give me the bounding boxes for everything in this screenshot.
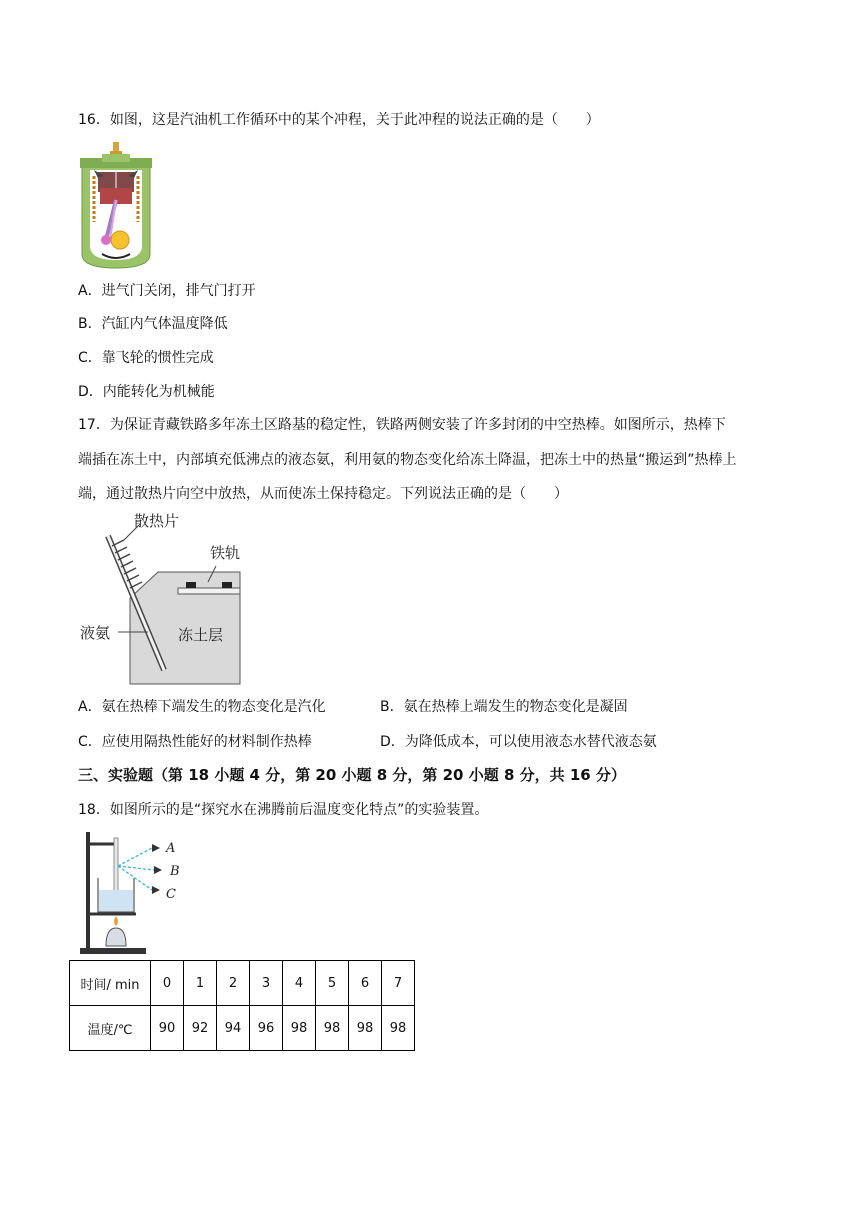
q17-option-b: B．氨在热棒上端发生的物态变化是凝固 bbox=[380, 699, 628, 715]
table-cell: 7 bbox=[382, 961, 415, 1006]
q16-option-b: B．汽缸内气体温度降低 bbox=[78, 316, 228, 332]
rail-label: 铁轨 bbox=[210, 544, 241, 562]
table-cell: 98 bbox=[283, 1006, 316, 1051]
table-cell: 98 bbox=[349, 1006, 382, 1051]
temperature-table bbox=[69, 960, 415, 1051]
label-c: C bbox=[166, 887, 176, 902]
table-cell: 2 bbox=[217, 961, 250, 1006]
table-cell: 92 bbox=[184, 1006, 217, 1051]
boiling-apparatus-figure bbox=[76, 828, 186, 956]
q17-option-a: A．氨在热棒下端发生的物态变化是汽化 bbox=[78, 699, 326, 715]
q16-option-d: D．内能转化为机械能 bbox=[78, 384, 215, 400]
table-cell: 94 bbox=[217, 1006, 250, 1051]
alcohol-lamp-icon bbox=[106, 928, 126, 946]
q16-option-a: A．进气门关闭，排气门打开 bbox=[78, 283, 256, 299]
label-a: A bbox=[166, 841, 176, 856]
table-cell: 98 bbox=[382, 1006, 415, 1051]
q18-stem: 18．如图所示的是“探究水在沸腾前后温度变化特点”的实验装置。 bbox=[78, 802, 489, 818]
q17-stem-line-1: 17．为保证青藏铁路多年冻土区路基的稳定性，铁路两侧安装了许多封闭的中空热棒。如图所示，热棒下 bbox=[78, 417, 726, 433]
q17-option-d: D．为降低成本，可以使用液态水替代液态氨 bbox=[380, 734, 657, 750]
table-row-temp bbox=[70, 1006, 415, 1051]
spark-plug-icon bbox=[113, 142, 119, 152]
table-cell: 96 bbox=[250, 1006, 283, 1051]
table-cell: 1 bbox=[184, 961, 217, 1006]
eye-a-icon bbox=[152, 844, 160, 852]
rail-icon bbox=[186, 582, 196, 588]
table-row-time bbox=[70, 961, 415, 1006]
table-header-temp: 温度/℃ bbox=[70, 1006, 151, 1051]
eye-b-icon bbox=[154, 866, 162, 874]
heat-rod-figure bbox=[78, 510, 258, 690]
table-cell: 5 bbox=[316, 961, 349, 1006]
q17-stem-line-3: 端，通过散热片向空中放热，从而使冻土保持稳定。下列说法正确的是（ ） bbox=[78, 486, 568, 502]
engine-stroke-figure bbox=[76, 142, 156, 272]
label-b: B bbox=[170, 864, 180, 879]
q16-stem: 16．如图，这是汽油机工作循环中的某个冲程，关于此冲程的说法正确的是（ ） bbox=[78, 112, 600, 128]
table-header-time: 时间/ min bbox=[70, 961, 151, 1006]
table-cell: 4 bbox=[283, 961, 316, 1006]
table-cell: 98 bbox=[316, 1006, 349, 1051]
table-cell: 3 bbox=[250, 961, 283, 1006]
q17-stem-line-2: 端插在冻土中，内部填充低沸点的液态氨，利用氨的物态变化给冻土降温，把冻土中的热量“搬运到”热棒上 bbox=[78, 452, 737, 468]
section-3-title: 三、实验题（第 18 小题 4 分，第 20 小题 8 分，第 20 小题 8 分，共 16 分） bbox=[78, 766, 626, 784]
q17-option-c: C．应使用隔热性能好的材料制作热棒 bbox=[78, 734, 312, 750]
table-cell: 90 bbox=[151, 1006, 184, 1051]
frozen-soil-label: 冻土层 bbox=[178, 626, 224, 644]
ammonia-label: 液氨 bbox=[80, 624, 111, 642]
table-cell: 0 bbox=[151, 961, 184, 1006]
q16-option-c: C．靠飞轮的惯性完成 bbox=[78, 350, 214, 366]
fins-label: 散热片 bbox=[134, 512, 180, 530]
table-cell: 6 bbox=[349, 961, 382, 1006]
eye-c-icon bbox=[152, 886, 160, 894]
